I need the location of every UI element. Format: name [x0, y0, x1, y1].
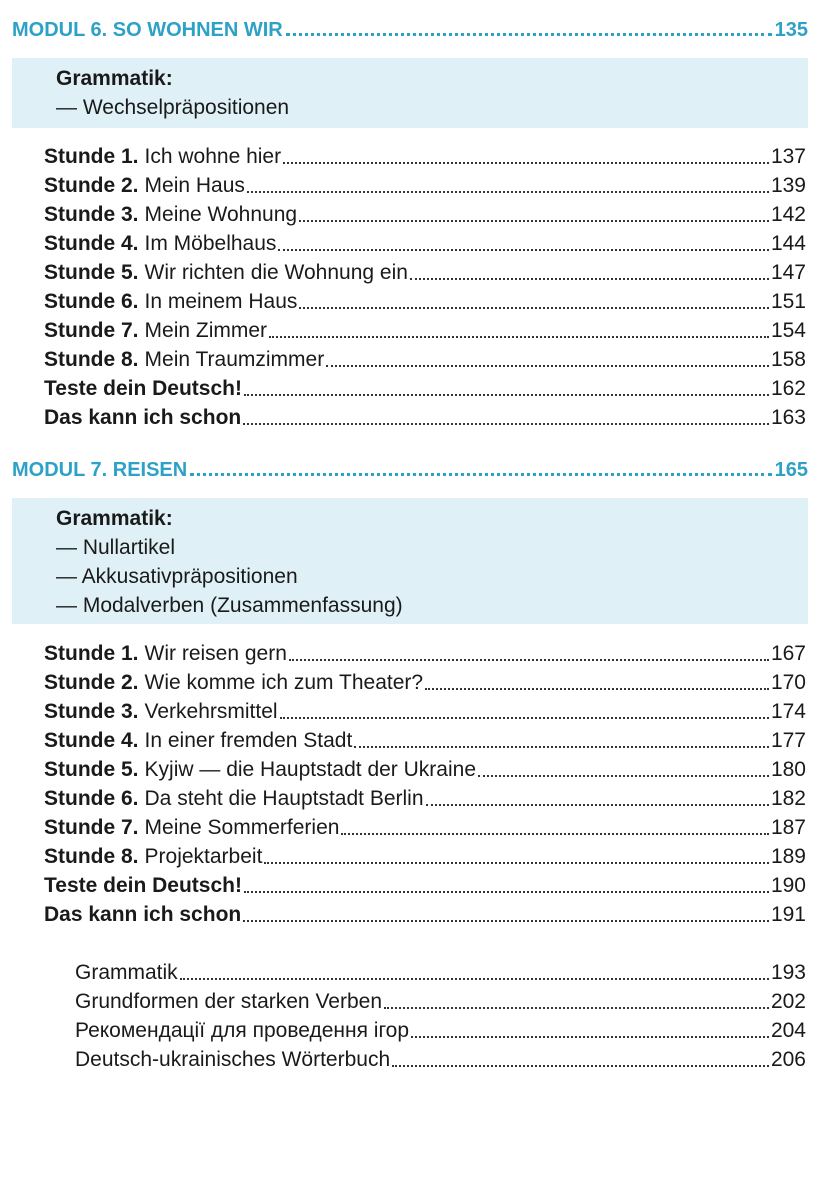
lesson-page: 147	[770, 261, 806, 284]
lesson-label: Stunde 6.	[44, 290, 139, 313]
lesson-title: Im Möbelhaus	[144, 232, 277, 255]
lesson-title: Meine Wohnung	[144, 203, 298, 226]
test-row[interactable]	[44, 870, 806, 898]
appendix-page: 206	[770, 1048, 806, 1071]
lesson-page: 170	[770, 671, 806, 694]
modul-7-heading-row[interactable]	[12, 452, 808, 482]
dot-leader	[299, 220, 769, 222]
lesson-label: Stunde 7.	[44, 319, 139, 342]
dot-leader	[264, 862, 769, 864]
lesson-title: Mein Zimmer	[144, 319, 268, 342]
dot-leader	[425, 688, 769, 690]
lesson-label: Teste dein Deutsch!	[44, 874, 242, 897]
test-row[interactable]	[44, 373, 806, 401]
modul-6-grammar-box	[12, 58, 808, 128]
dot-leader	[247, 191, 769, 193]
appendix-title: Рекомендації для проведення ігор	[75, 1019, 410, 1042]
lesson-row[interactable]	[44, 170, 806, 198]
lesson-page: 144	[770, 232, 806, 255]
appendix-row[interactable]	[75, 986, 806, 1014]
dot-leader	[354, 746, 769, 748]
lesson-row[interactable]	[44, 725, 806, 753]
lesson-row[interactable]	[44, 841, 806, 869]
lesson-title: Wie komme ich zum Theater?	[144, 671, 424, 694]
lesson-page: 180	[770, 758, 806, 781]
lesson-page: 187	[770, 816, 806, 839]
modul-7-page: 165	[774, 459, 808, 481]
lesson-row[interactable]	[44, 257, 806, 285]
lesson-label: Stunde 2.	[44, 671, 139, 694]
appendix-title: Deutsch-ukrainisches Wörterbuch	[75, 1048, 391, 1071]
dot-leader	[244, 891, 769, 893]
dot-leader	[411, 1036, 769, 1038]
lesson-page: 158	[770, 348, 806, 371]
dot-leader	[392, 1065, 769, 1067]
dot-leader	[243, 920, 769, 922]
dot-leader	[289, 659, 769, 661]
lesson-row[interactable]	[44, 754, 806, 782]
grammar-title: Grammatik:	[56, 67, 173, 90]
appendix-title: Grammatik	[75, 961, 178, 984]
dot-leader	[410, 278, 769, 280]
lesson-row[interactable]	[44, 783, 806, 811]
lesson-page: 182	[770, 787, 806, 810]
lesson-row[interactable]	[44, 141, 806, 169]
modul-7-heading: MODUL 7. REISEN	[12, 459, 188, 481]
lesson-title: In meinem Haus	[144, 290, 298, 313]
dot-leader	[269, 336, 769, 338]
appendix-row[interactable]	[75, 1044, 806, 1072]
lesson-row[interactable]	[44, 228, 806, 256]
lesson-page: 191	[770, 903, 806, 926]
dot-leader	[341, 833, 769, 835]
review-row[interactable]	[44, 402, 806, 430]
appendix-title: Grundformen der starken Verben	[75, 990, 383, 1013]
lesson-row[interactable]	[44, 638, 806, 666]
lesson-row[interactable]	[44, 696, 806, 724]
grammar-item: — Nullartikel	[56, 536, 176, 559]
dot-leader	[244, 394, 769, 396]
dot-leader	[426, 804, 769, 806]
lesson-label: Stunde 3.	[44, 203, 139, 226]
lesson-title: Projektarbeit	[144, 845, 263, 868]
lesson-row[interactable]	[44, 199, 806, 227]
lesson-page: 163	[770, 406, 806, 429]
appendix-page: 202	[770, 990, 806, 1013]
lesson-row[interactable]	[44, 315, 806, 343]
lesson-title: Wir reisen gern	[144, 642, 287, 665]
lesson-page: 151	[770, 290, 806, 313]
grammar-item: — Wechselpräpositionen	[56, 96, 290, 119]
dot-leader	[286, 33, 772, 36]
dot-leader	[283, 162, 769, 164]
dot-leader	[326, 365, 769, 367]
lesson-label: Stunde 5.	[44, 758, 139, 781]
lesson-page: 174	[770, 700, 806, 723]
lesson-page: 162	[770, 377, 806, 400]
lesson-label: Stunde 4.	[44, 232, 139, 255]
lesson-label: Stunde 4.	[44, 729, 139, 752]
lesson-row[interactable]	[44, 812, 806, 840]
lesson-page: 142	[770, 203, 806, 226]
lesson-page: 139	[770, 174, 806, 197]
dot-leader	[478, 775, 769, 777]
lesson-title: Mein Haus	[144, 174, 245, 197]
lesson-title: Da steht die Hauptstadt Berlin	[144, 787, 424, 810]
appendix-row[interactable]	[75, 957, 806, 985]
lesson-label: Stunde 7.	[44, 816, 139, 839]
appendix-page: 204	[770, 1019, 806, 1042]
dot-leader	[278, 249, 769, 251]
modul-6-heading-row[interactable]	[12, 12, 808, 42]
lesson-page: 190	[770, 874, 806, 897]
lesson-page: 189	[770, 845, 806, 868]
lesson-label: Stunde 1.	[44, 145, 139, 168]
dot-leader	[280, 717, 769, 719]
lesson-label: Stunde 8.	[44, 845, 139, 868]
lesson-title: In einer fremden Stadt	[144, 729, 353, 752]
appendix-row[interactable]	[75, 1015, 806, 1043]
grammar-item: — Modalverben (Zusammenfassung)	[56, 594, 403, 617]
lesson-label: Das kann ich schon	[44, 903, 242, 926]
lesson-label: Stunde 5.	[44, 261, 139, 284]
lesson-label: Teste dein Deutsch!	[44, 377, 242, 400]
lesson-row[interactable]	[44, 286, 806, 314]
lesson-page: 154	[770, 319, 806, 342]
dot-leader	[243, 423, 769, 425]
lesson-title: Mein Traumzimmer	[144, 348, 325, 371]
dot-leader	[299, 307, 769, 309]
modul-7-grammar-box	[12, 498, 808, 624]
lesson-label: Stunde 2.	[44, 174, 139, 197]
lesson-label: Stunde 1.	[44, 642, 139, 665]
lesson-label: Stunde 6.	[44, 787, 139, 810]
grammar-item: — Akkusativpräpositionen	[56, 565, 298, 588]
lesson-page: 177	[770, 729, 806, 752]
dot-leader	[190, 473, 771, 476]
lesson-row[interactable]	[44, 344, 806, 372]
dot-leader	[180, 978, 769, 980]
review-row[interactable]	[44, 899, 806, 927]
modul-6-page: 135	[774, 19, 808, 41]
lesson-title: Wir richten die Wohnung ein	[144, 261, 408, 284]
lesson-label: Stunde 8.	[44, 348, 139, 371]
lesson-page: 137	[770, 145, 806, 168]
lesson-title: Ich wohne hier	[144, 145, 282, 168]
grammar-title: Grammatik:	[56, 507, 173, 530]
modul-6-heading: MODUL 6. SO WOHNEN WIR	[12, 19, 283, 41]
lesson-title: Verkehrsmittel	[144, 700, 278, 723]
lesson-title: Kyjiw — die Hauptstadt der Ukraine	[144, 758, 476, 781]
lesson-label: Das kann ich schon	[44, 406, 242, 429]
appendix-page: 193	[770, 961, 806, 984]
lesson-title: Meine Sommerferien	[144, 816, 340, 839]
dot-leader	[384, 1007, 769, 1009]
lesson-page: 167	[770, 642, 806, 665]
lesson-row[interactable]	[44, 667, 806, 695]
lesson-label: Stunde 3.	[44, 700, 139, 723]
